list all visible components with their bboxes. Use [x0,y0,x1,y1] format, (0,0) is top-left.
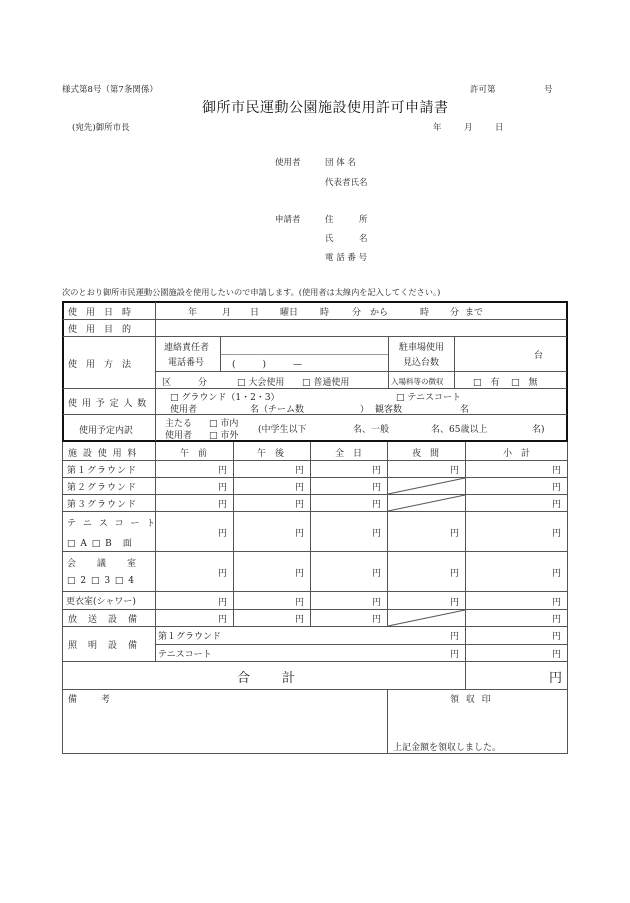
fee-row-meeting-label: 会 議 室 [67,559,138,569]
category-label: 区 分 [162,378,208,388]
form-number: 様式第8号（第7条関係） [62,85,158,95]
yen-shower-am[interactable]: 円 [218,598,228,608]
yen-tennis-day[interactable]: 円 [372,529,382,539]
fee-row-ground-3-label: 第３グラウンド [67,500,138,510]
people-label: 使 用 予 定 人 数 [68,399,148,409]
fee-row-tennis-label: テ ニ ス コ ー ト [67,519,158,529]
yen-tennis-pm[interactable]: 円 [295,529,305,539]
breakdown-main-1: 主たる [165,419,193,429]
intro-text: 次のとおり御所市民運動公園施設を使用したいので申請します。(使用者は太線内を記入してください。) [62,287,441,297]
group-name-label: 団 体 名 [325,158,356,168]
yen-broadcast-subtotal[interactable]: 円 [552,615,562,625]
yen-tennis-am[interactable]: 円 [218,529,228,539]
category-tournament-checkbox[interactable]: □ 大会使用 [237,378,285,388]
breakdown-label: 使用予定内訳 [79,426,134,436]
yen-meeting-pm[interactable]: 円 [295,569,305,579]
yen-meeting-day[interactable]: 円 [372,569,382,579]
breakdown-senior: 名、65歳以上 [431,425,488,435]
yen-r2-am[interactable]: 円 [218,483,228,493]
datetime-hour-from[interactable]: 時 [320,308,330,318]
contact-name-input[interactable] [222,338,386,353]
yen-meeting-night[interactable]: 円 [450,569,460,579]
breakdown-junior: (中学生以下 [258,425,307,435]
contact-label-1: 連絡責任者 [164,343,210,353]
contact-label-2: 電話番号 [168,358,205,368]
parking-unit: 台 [534,351,544,361]
breakdown-city-out-checkbox[interactable]: □ 市外 [209,431,239,441]
address-label: 住 所 [325,215,368,225]
fee-row-shower-label: 更衣室(シャワー) [66,597,136,607]
datetime-day[interactable]: 日 [250,308,260,318]
purpose-input[interactable] [157,321,565,335]
lighting-tennis-label: テニスコート [158,650,212,660]
slash-disabled-night-broadcast [387,609,466,627]
yen-lighting-ground-subtotal[interactable]: 円 [552,632,562,642]
total-label: 合 計 [237,671,298,686]
receipt-label: 領 収 印 [450,695,493,705]
date-year: 年 [433,123,442,133]
yen-shower-subtotal[interactable]: 円 [552,598,562,608]
datetime-weekday[interactable]: 曜日 [280,308,299,318]
yen-shower-pm[interactable]: 円 [295,598,305,608]
date-day: 日 [495,123,504,133]
date-month: 月 [464,123,473,133]
permit-no-label: 許可第 [470,85,496,95]
category-normal-checkbox[interactable]: □ 普通使用 [302,378,350,388]
fee-header-night: 夜 間 [412,449,440,459]
name-label: 氏 名 [325,234,368,244]
yen-r3-pm[interactable]: 円 [295,500,305,510]
people-spectators-unit: 名 [460,405,470,415]
yen-shower-day[interactable]: 円 [372,598,382,608]
yen-broadcast-am[interactable]: 円 [218,615,228,625]
admission-no-checkbox[interactable]: □ 無 [511,378,538,388]
yen-meeting-subtotal[interactable]: 円 [552,569,562,579]
yen-shower-night[interactable]: 円 [450,598,460,608]
representative-label: 代表者氏名 [325,178,368,188]
fee-header-allday: 全 日 [335,449,363,459]
yen-r3-subtotal[interactable]: 円 [552,500,562,510]
admission-yes-checkbox[interactable]: □ 有 [473,378,500,388]
breakdown-end: 名) [532,425,545,435]
people-tennis-checkbox[interactable]: □ テニスコート [396,393,462,403]
slash-disabled-night-3 [387,494,466,512]
phone-label: 電 話 番 号 [325,253,368,263]
yen-r2-day[interactable]: 円 [372,483,382,493]
contact-phone-input[interactable]: ( ) — [232,360,303,370]
parking-label-2: 見込台数 [403,358,440,368]
people-ground-checkbox[interactable]: □ グラウンド（1・2・3） [170,393,280,403]
admission-label: 入場料等の徴収 [391,377,444,386]
total-yen[interactable]: 円 [549,671,563,686]
yen-lighting-ground[interactable]: 円 [450,632,460,642]
datetime-to: まで [465,308,484,318]
receipt-note: 上記金額を領収しました。 [393,743,502,753]
addressee: (宛先)御所市長 [72,123,130,133]
method-label: 使 用 方 法 [68,360,132,370]
remarks-label: 備 考 [68,695,113,705]
people-teams-label: 名（チーム数 [250,405,305,415]
permit-no-suffix: 号 [544,85,553,95]
datetime-label: 使 用 日 時 [68,308,132,318]
yen-r1-pm[interactable]: 円 [295,466,305,476]
people-close: ） [360,405,370,415]
yen-broadcast-day[interactable]: 円 [372,615,382,625]
fee-header-subtotal: 小 計 [503,449,531,459]
datetime-minute-to[interactable]: 分 [450,308,460,318]
fee-header-facility: 施 設 使 用 料 [68,449,138,459]
fee-row-ground-1-label: 第１グラウンド [67,466,138,476]
page-title: 御所市民運動公園施設使用許可申請書 [202,100,449,116]
yen-r3-day[interactable]: 円 [372,500,382,510]
datetime-year[interactable]: 年 [188,308,198,318]
applicant-label: 申請者 [275,215,301,225]
lighting-ground-1-label: 第１グラウンド [158,632,222,642]
yen-r1-am[interactable]: 円 [218,466,228,476]
datetime-hour-to[interactable]: 時 [420,308,430,318]
yen-r1-day[interactable]: 円 [372,466,382,476]
yen-lighting-tennis[interactable]: 円 [450,650,460,660]
people-spectators-label: 観客数 [375,405,403,415]
user-label: 使用者 [275,158,301,168]
fee-header-afternoon: 午 後 [257,449,285,459]
parking-count-input[interactable] [456,338,526,370]
fee-header-morning: 午 前 [180,449,208,459]
datetime-month[interactable]: 月 [222,308,232,318]
fee-row-ground-2-label: 第２グラウンド [67,483,138,493]
yen-lighting-tennis-subtotal[interactable]: 円 [552,650,562,660]
yen-r2-pm[interactable]: 円 [295,483,305,493]
yen-r1-night[interactable]: 円 [450,466,460,476]
yen-meeting-am[interactable]: 円 [218,569,228,579]
slash-disabled-night-2 [387,477,466,495]
purpose-label: 使 用 目 的 [68,325,132,335]
yen-r1-subtotal[interactable]: 円 [552,466,562,476]
yen-tennis-subtotal[interactable]: 円 [552,529,562,539]
yen-broadcast-pm[interactable]: 円 [295,615,305,625]
fee-row-lighting-label: 照 明 設 備 [68,641,139,651]
yen-tennis-night[interactable]: 円 [450,529,460,539]
datetime-from: から [370,308,389,318]
breakdown-main-2: 使用者 [165,431,193,441]
yen-r2-subtotal[interactable]: 円 [552,483,562,493]
fee-row-meeting-room-checkbox[interactable]: □ 2 □ 3 □ 4 [67,576,135,586]
people-users-label: 使用者 [170,405,198,415]
fee-row-broadcast-label: 放 送 設 備 [68,615,139,625]
yen-r3-am[interactable]: 円 [218,500,228,510]
remarks-input[interactable] [64,705,384,750]
datetime-minute-from[interactable]: 分 [352,308,362,318]
breakdown-city-in-checkbox[interactable]: □ 市内 [209,419,239,429]
breakdown-general: 名、一般 [353,425,390,435]
parking-label-1: 駐車場使用 [399,343,445,353]
fee-row-tennis-court-checkbox[interactable]: □ A □ B 面 [67,539,133,549]
